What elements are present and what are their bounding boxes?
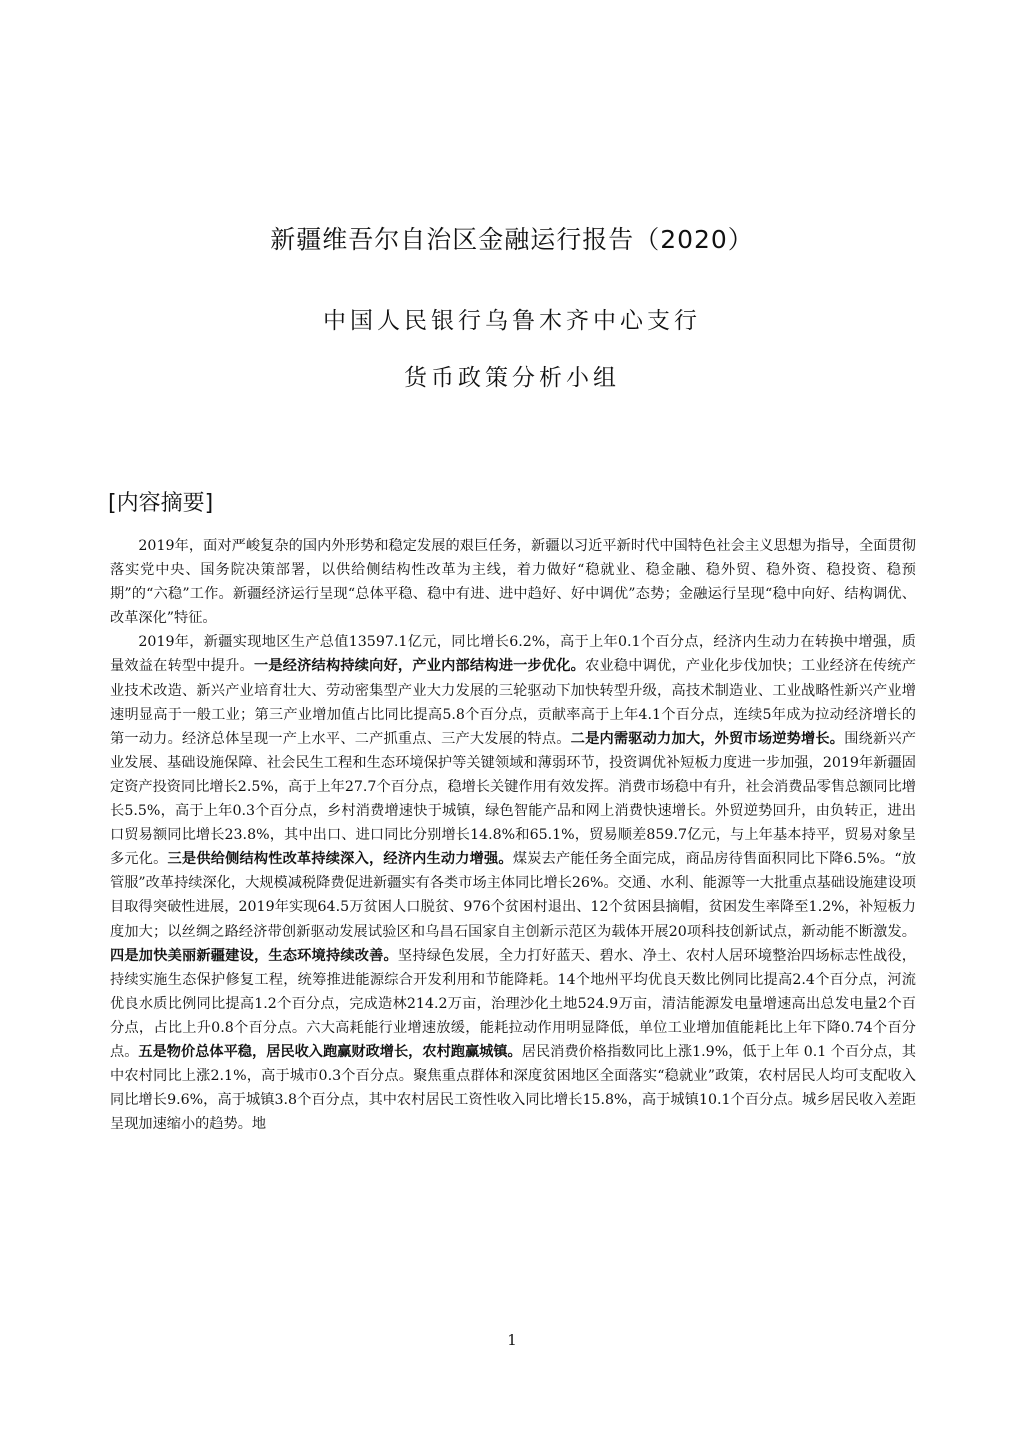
key-point-heading: 一是经济结构持续向好，产业内部结构进一步优化。 xyxy=(253,658,586,675)
page-number: 1 xyxy=(507,1331,517,1349)
paragraph-text: 2019年，新疆实现地区生产总值13597.1亿元，同比增长6.2%，高于上年0.1个百分点，经济内生动力在转换中增强，质量效益在转型中提升。 xyxy=(110,634,916,675)
section-heading-abstract: [内容摘要] xyxy=(108,491,214,516)
key-point-heading: 五是物价总体平稳，居民收入跑赢财政增长，农村跑赢城镇。 xyxy=(138,1043,522,1060)
paragraph-text: 居民消费价格指数同比上涨1.9%，低于上年 0.1 个百分点，其中农村同比上涨2.1%，高于城市0.3个百分点。聚焦重点群体和深度贫困地区全面落实“稳就业”政策，农村居民人均可支配收入同比增长9.6%，高于城镇3.8个百分点，其中农村居民工资性收入同比增长15.8%，高于城镇10.1个百分点。城乡居民收入差距呈现加速缩小的趋势。地 xyxy=(110,1043,916,1133)
author-organization: 中国人民银行乌鲁木齐中心支行 xyxy=(323,308,701,334)
paragraph-text: 农业稳中调优，产业化步伐加快；工业经济在传统产业技术改造、新兴产业培育壮大、劳动密集型产业大力发展的三轮驱动下加快转型升级，高技术制造业、工业战略性新兴产业增速明显高于一般工业；第三产业增加值占比同比提高5.8个百分点，贡献率高于上年4.1个百分点，连续5年成为拉动经济增长的第一动力。经济总体呈现一产上水平、二产抓重点、三产大发展的特点。 xyxy=(110,658,916,747)
key-point-heading: 三是供给侧结构性改革持续深入，经济内生动力增强。 xyxy=(167,851,513,868)
document-title: 新疆维吾尔自治区金融运行报告（2020） xyxy=(270,225,754,254)
abstract-paragraph xyxy=(110,534,916,630)
abstract-paragraph xyxy=(110,630,916,1136)
key-point-heading: 二是内需驱动力加大，外贸市场逆势增长。 xyxy=(570,730,845,747)
paragraph-text: 煤炭去产能任务全面完成，商品房待售面积同比下降6.5%。“放管服”改革持续深化，大规模减税降费促进新疆实有各类市场主体同比增长26%。交通、水利、能源等一大批重点基础设施建设项目取得突破性进展，2019年实现64.5万贫困人口脱贫、976个贫困村退出、12个贫困县摘帽，贫困发生率降至1.2%，补短板力度加大；以丝绸之路经济带创新驱动发展试验区和乌昌石国家自主创新示范区为载体开展20项科技创新试点，新动能不断激发。 xyxy=(110,851,916,940)
abstract-body xyxy=(110,534,916,1136)
key-point-heading: 四是加快美丽新疆建设，生态环境持续改善。 xyxy=(110,947,398,964)
paragraph-text: 围绕新兴产业发展、基础设施保障、社会民生工程和生态环境保护等关键领域和薄弱环节，投资调优补短板力度进一步加强，2019年新疆固定资产投资同比增长2.5%，高于上年27.7个百分点，稳增长关键作用有效发挥。消费市场稳中有升，社会消费品零售总额同比增长5.5%，高于上年0.3个百分点，乡村消费增速快于城镇，绿色智能产品和网上消费快速增长。外贸逆势回升，由负转正，进出口贸易额同比增长23.8%，其中出口、进口同比分别增长14.8%和65.1%，贸易顺差859.7亿元，与上年基本持平，贸易对象呈多元化。 xyxy=(110,730,916,868)
author-group: 货币政策分析小组 xyxy=(404,365,620,391)
paragraph-text: 2019年，面对严峻复杂的国内外形势和稳定发展的艰巨任务，新疆以习近平新时代中国特色社会主义思想为指导，全面贯彻落实党中央、国务院决策部署，以供给侧结构性改革为主线，着力做好“稳就业、稳金融、稳外贸、稳外资、稳投资、稳预期”的“六稳”工作。新疆经济运行呈现“总体平稳、稳中有进、进中趋好、好中调优”态势；金融运行呈现“稳中向好、结构调优、改革深化”特征。 xyxy=(110,538,916,627)
paragraph-text: 坚持绿色发展，全力打好蓝天、碧水、净土、农村人居环境整治四场标志性战役，持续实施生态保护修复工程，统筹推进能源综合开发利用和节能降耗。14个地州平均优良天数比例同比提高2.4个百分点，河流优良水质比例同比提高1.2个百分点，完成造林214.2万亩，治理沙化土地524.9万亩，清洁能源发电量增速高出总发电量2个百分点，占比上升0.8个百分点。六大高耗能行业增速放缓，能耗拉动作用明显降低，单位工业增加值能耗比上年下降0.74个百分点。 xyxy=(110,947,916,1060)
